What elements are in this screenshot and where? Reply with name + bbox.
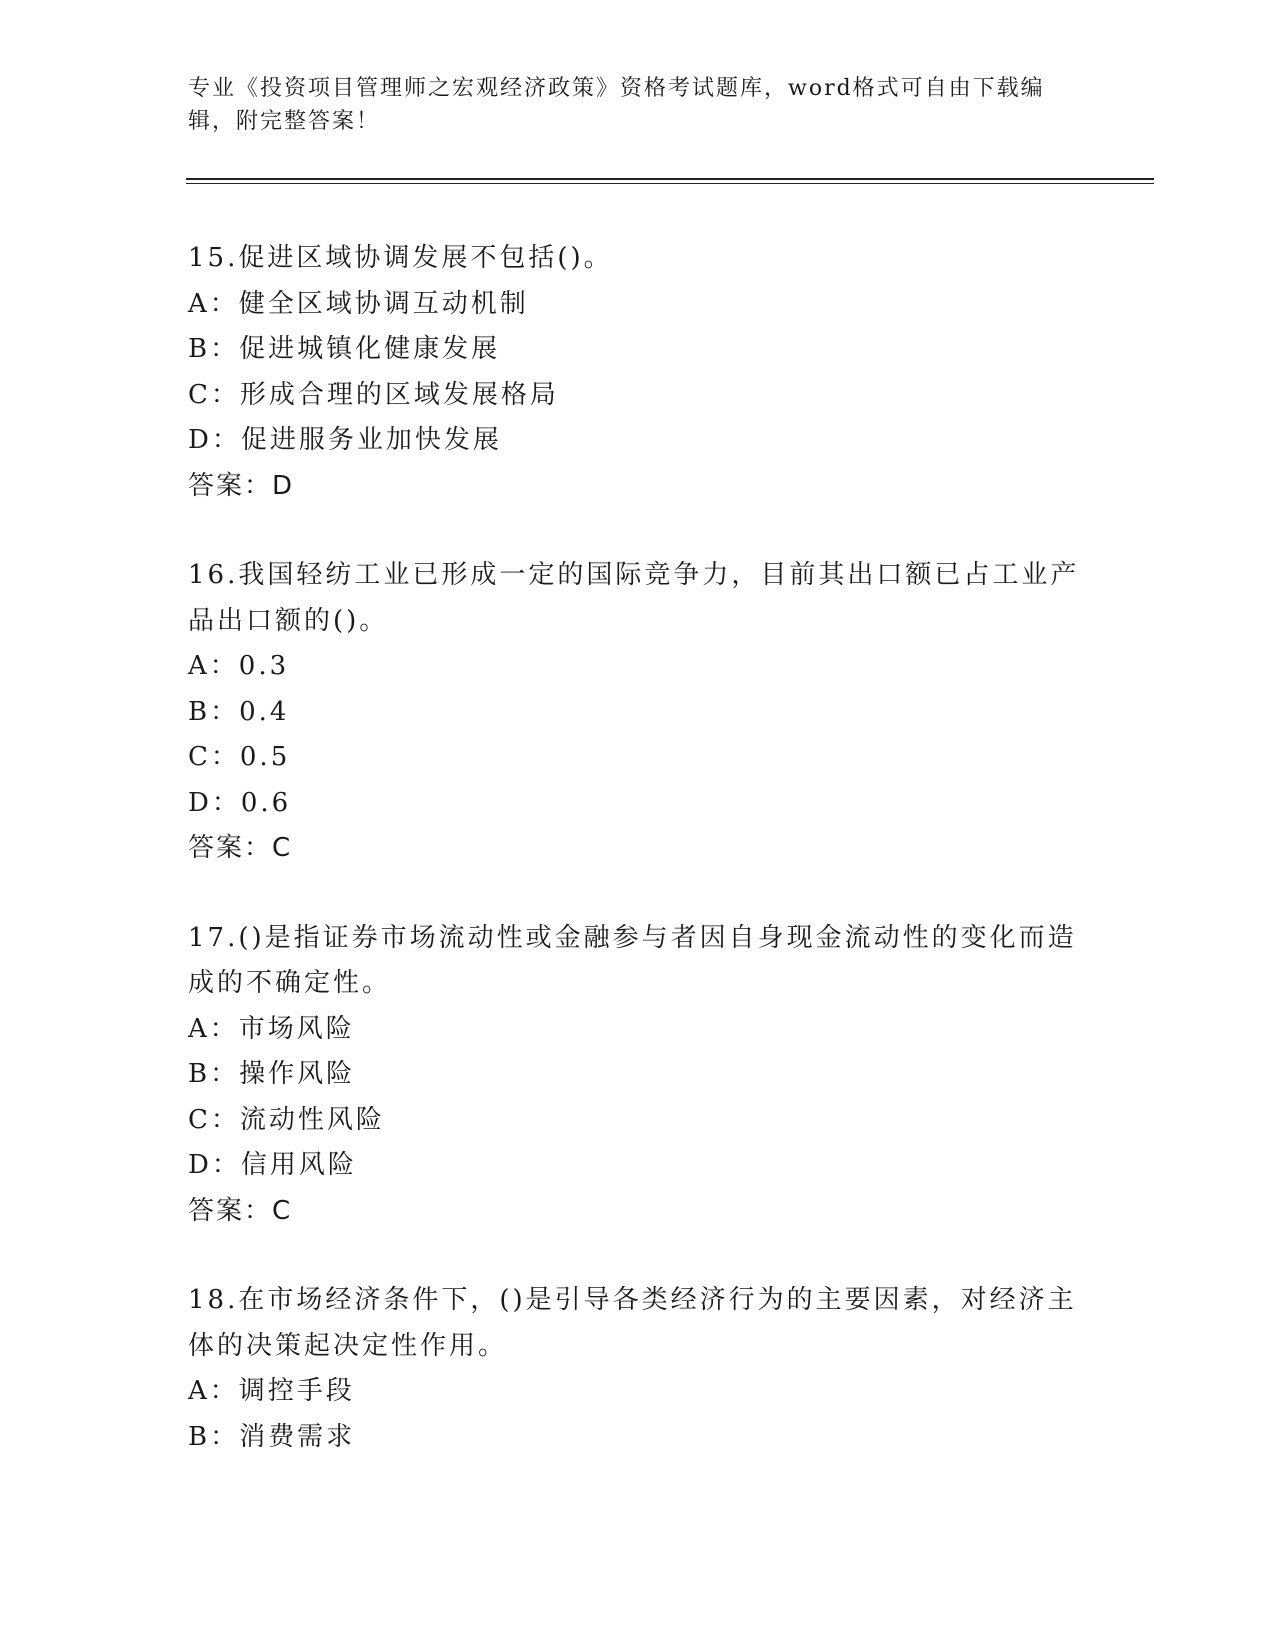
- question-16: [188, 553, 1088, 872]
- option-c: C：0.5: [188, 742, 291, 772]
- option-a: A：市场风险: [188, 1013, 355, 1044]
- option-a: A：调控手段: [188, 1376, 355, 1406]
- answer: 答案：C: [188, 1195, 293, 1226]
- option-b: B：促进城镇化健康发展: [188, 334, 501, 364]
- answer: 答案：D: [188, 470, 295, 501]
- option-b: B：消费需求: [188, 1421, 356, 1452]
- option-c: C：形成合理的区域发展格局: [188, 379, 559, 410]
- option-b: B：0.4: [188, 696, 290, 727]
- header-divider: [186, 178, 1154, 180]
- page-header: 专业《投资项目管理师之宏观经济政策》资格考试题库，word格式可自由下载编辑，附完整答案！: [188, 76, 1045, 134]
- header-divider-thin: [186, 183, 1154, 184]
- option-d: D：促进服务业加快发展: [188, 425, 502, 455]
- question-stem: 18.在市场经济条件下，()是引导各类经济行为的主要因素，对经济主体的决策起决定性作用。: [188, 1285, 1077, 1361]
- option-b: B：操作风险: [188, 1059, 356, 1089]
- question-17: [188, 916, 1088, 1235]
- option-d: D：信用风险: [188, 1150, 357, 1180]
- question-15: [188, 236, 1088, 509]
- question-18: [188, 1278, 1088, 1460]
- option-a: A：健全区域协调互动机制: [188, 288, 529, 319]
- question-stem: 17.()是指证券市场流动性或金融参与者因自身现金流动性的变化而造成的不确定性。: [188, 922, 1077, 998]
- option-d: D：0.6: [188, 787, 292, 818]
- answer: 答案：C: [188, 833, 293, 863]
- question-stem: 16.我国轻纺工业已形成一定的国际竞争力，目前其出口额已占工业产品出口额的()。: [188, 560, 1080, 636]
- option-c: C：流动性风险: [188, 1104, 385, 1135]
- question-list: [188, 236, 1088, 1504]
- option-a: A：0.3: [188, 651, 290, 681]
- question-stem: 15.促进区域协调发展不包括()。: [188, 243, 613, 273]
